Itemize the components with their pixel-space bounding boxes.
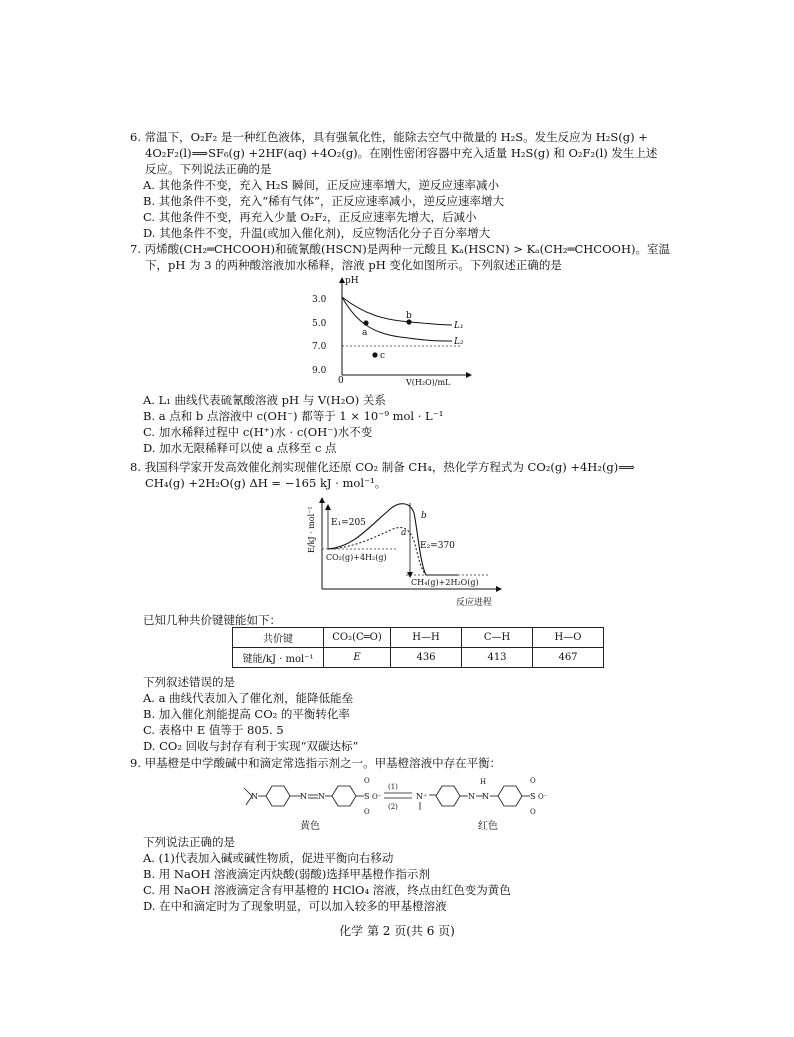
table-header-ho: H—O [533,628,604,648]
curve-b [328,504,458,575]
table-header-ch: C—H [462,628,533,648]
n-atom-left: N [251,792,258,801]
sulfonate-o-top-left: O [364,777,370,785]
q6-stem-line1: 6. 常温下，O₂F₂ 是一种红色液体，具有强氧化性，能除去空气中微量的 H₂S。发生反应为 H₂S(g) + [130,130,648,144]
q6-option-b: B. 其他条件不变，充入“稀有气体”，正反应速率减小，逆反应速率增大 [143,194,505,208]
q8-stem-line1: 8. 我国科学家开发高效催化剂实现催化还原 CO₂ 制备 CH₄，热化学方程式为 CO₂(g) +4H₂(g)⟹ [130,460,635,474]
benzene-ring-2 [332,786,356,806]
bond-intro: 已知几种共价键键能如下： [143,613,281,627]
ph-x-label: V(H₂O)/mL [406,378,451,387]
curve-l1 [342,297,452,325]
q9-option-d: D. 在中和滴定时为了现象明显，可以加入较多的甲基橙溶液 [143,899,447,913]
e2-label: E₂=370 [420,541,455,551]
quinoid-ring [436,786,460,806]
table-cell-ch: 413 [462,648,533,668]
ph-tick-7: 7.0 [312,342,327,352]
e1-label: E₁=205 [331,518,366,528]
benzene-ring-3 [498,786,522,806]
ph-tick-3: 3.0 [312,295,327,305]
energy-y-arrow [319,497,325,503]
table-header-co2: CO₂(C═O) [324,628,391,648]
ph-y-label: pH [345,276,359,286]
q9-option-a: A. (1)代表加入碱或碱性物质，促进平衡向右移动 [143,851,394,865]
q7-option-b: B. a 点和 b 点溶液中 c(OH⁻) 都等于 1 × 10⁻⁹ mol · L⁻¹ [143,409,444,423]
e1-arrow-head [325,504,331,510]
table-header-bond: 共价键 [233,628,324,648]
sulfonate-o-bottom-left: O [364,808,370,816]
q9-stem: 9. 甲基橙是中学酸碱中和滴定常选指示剂之一。甲基橙溶液中存在平衡： [130,756,502,770]
q9-option-c: C. 用 NaOH 溶液滴定含有甲基橙的 HClO₄ 溶液，终点由红色变为黄色 [143,883,511,897]
curve-a-label: a [401,528,407,538]
q8-question: 下列叙述错误的是 [143,675,235,689]
sulfonate-s-right: S [530,792,536,801]
azo-n2: N [318,792,325,801]
n-plus-right: N⁺ [416,792,428,801]
sulfonate-o-bottom-right: O [530,808,536,816]
q6-option-d: D. 其他条件不变，升温(或加入催化剂)，反应物活化分子百分率增大 [143,226,491,240]
q8-stem-line2: CH₄(g) +2H₂O(g) ΔH = −165 kJ · mol⁻¹。 [145,476,387,490]
methyl-orange-equilibrium [236,772,576,834]
table-cell-co2: E [324,648,391,668]
h-atom: H [480,778,487,786]
sulfonate-o-top-right: O [530,777,536,785]
ph-origin: 0 [338,376,344,386]
q8-option-b: B. 加入催化剂能提高 CO₂ 的平衡转化率 [143,707,350,721]
q7-stem-line2: 下，pH 为 3 的两种酸溶液加水稀释，溶液 pH 变化如图所示。下列叙述正确的是 [145,258,562,272]
energy-x-label: 反应进程 [456,598,493,608]
table-row-label: 键能/kJ · mol⁻¹ [233,648,324,668]
curve-a [328,528,426,576]
q6-stem-line2: 4O₂F₂(l)⟹SF₆(g) +2HF(aq) +4O₂(g)。在刚性密闭容器中充入适量 H₂S(g) 和 O₂F₂(l) 发生上述 [145,146,658,160]
benzene-ring-1 [266,786,290,806]
q7-option-c: C. 加水稀释过程中 c(H⁺)水 · c(OH⁻)水不变 [143,425,373,439]
q8-option-d: D. CO₂ 回收与封存有利于实现“双碳达标” [143,739,359,753]
reactants-label: CO₂(g)+4H₂(g) [326,553,387,562]
table-cell-ho: 467 [533,648,604,668]
sulfonate-s-left: S [364,792,370,801]
point-a [363,320,368,325]
sulfonate-o-minus-right: O⁻ [538,793,548,801]
q6-option-c: C. 其他条件不变，再充入少量 O₂F₂，正反应速率先增大，后减小 [143,210,477,224]
q6-stem-line3: 反应。下列说法正确的是 [145,162,272,176]
red-label: 红色 [478,821,498,832]
arrow-label-1: (1) [388,783,398,791]
point-c [372,352,377,357]
table-header-hh: H—H [391,628,462,648]
ph-x-arrow [466,372,472,378]
curve-b-label: b [421,511,427,521]
q8-option-c: C. 表格中 E 值等于 805. 5 [143,723,284,737]
q9-option-b: B. 用 NaOH 溶液滴定丙炔酸(弱酸)选择甲基橙作指示剂 [143,867,430,881]
l1-label: L₁ [454,321,464,331]
l2-label: L₂ [454,337,464,347]
ph-tick-5: 5.0 [312,319,327,329]
n-atom-right-1: N [468,792,475,801]
ph-dilution-chart [310,275,480,390]
bond-energy-table [232,627,604,668]
point-b-label: b [406,311,412,321]
q8-option-a: A. a 曲线代表加入了催化剂，能降低能垒 [143,691,354,705]
n-atom-right-2: N [482,792,489,801]
point-c-label: c [380,351,386,361]
q7-option-d: D. 加水无限稀释可以使 a 点移至 c 点 [143,441,337,455]
point-a-label: a [362,328,368,338]
energy-profile-chart [298,493,518,613]
energy-x-arrow [496,586,502,592]
ph-tick-9: 9.0 [312,366,327,376]
energy-y-label: E/kJ · mol⁻¹ [307,506,316,553]
products-label: CH₄(g)+2H₂O(g) [411,578,479,587]
sulfonate-o-minus-left: O⁻ [372,793,382,801]
q6-option-a: A. 其他条件不变，充入 H₂S 瞬间，正反应速率增大，逆反应速率减小 [143,178,499,192]
table-cell-hh: 436 [391,648,462,668]
page-footer: 化学 第 2 页(共 6 页) [339,924,455,938]
azo-n1: N [300,792,307,801]
q7-stem-line1: 7. 丙烯酸(CH₂═CHCOOH)和硫氰酸(HSCN)是两种一元酸且 Kₐ(HSCN) > Kₐ(CH₂═CHCOOH)。室温 [130,242,670,256]
yellow-label: 黄色 [300,821,320,832]
arrow-label-2: (2) [388,803,398,811]
q7-option-a: A. L₁ 曲线代表硫氰酸溶液 pH 与 V(H₂O) 关系 [143,393,386,407]
curve-l2 [342,297,452,341]
q9-question: 下列说法正确的是 [143,835,235,849]
